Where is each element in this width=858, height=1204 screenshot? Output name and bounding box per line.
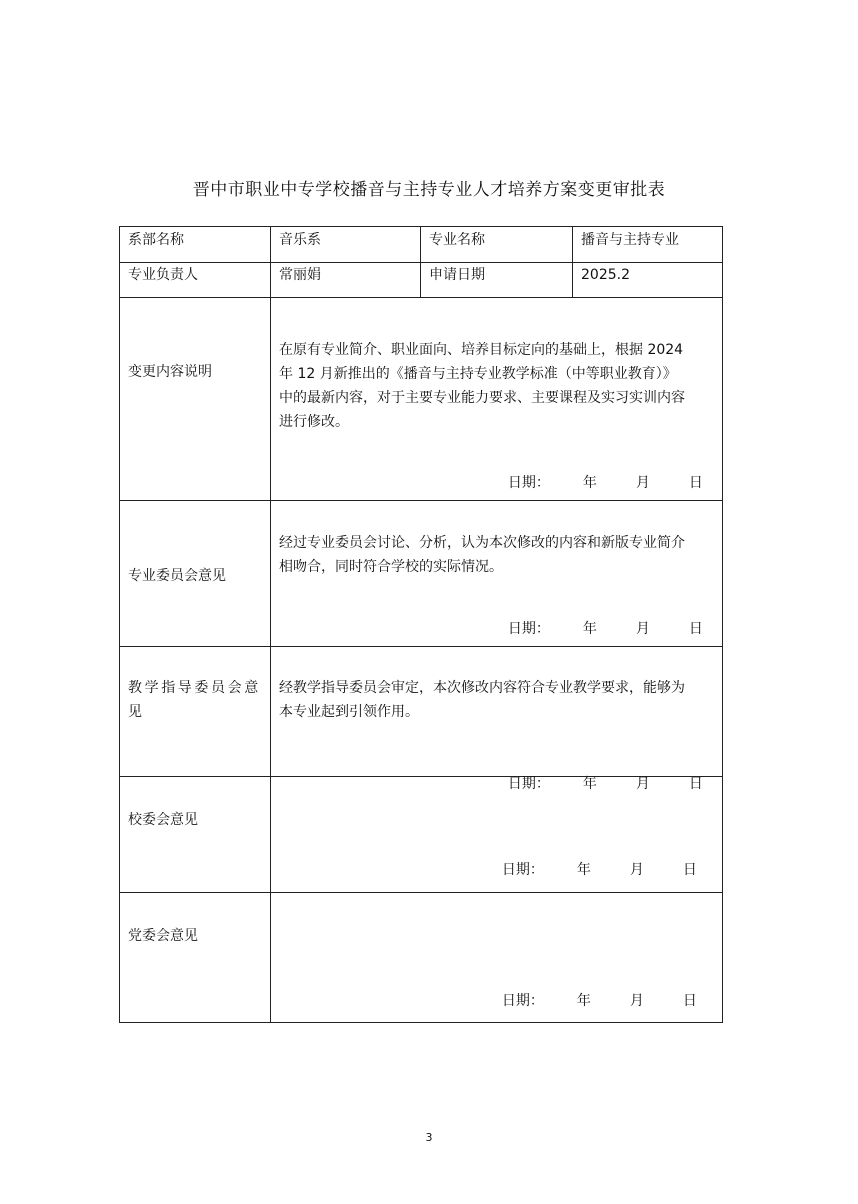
content-line: 进行修改。 <box>279 414 349 430</box>
month-label: 月 <box>635 475 650 491</box>
date-label: 日期： <box>507 475 550 491</box>
date-label: 日期： <box>507 621 550 637</box>
table-divider <box>119 892 723 893</box>
content-line: 在原有专业简介、职业面向、培养目标定向的基础上，根据 2024 <box>279 342 684 358</box>
section-label: 党委会意见 <box>128 928 198 944</box>
dept-label: 系部名称 <box>128 232 184 248</box>
table-border-bottom <box>119 1022 723 1023</box>
content-line: 经教学指导委员会审定，本次修改内容符合专业教学要求，能够为 <box>279 680 685 696</box>
table-divider <box>572 226 573 298</box>
table-divider <box>119 646 723 647</box>
apply-date-label: 申请日期 <box>429 267 485 283</box>
page-title: 晋中市职业中专学校播音与主持专业人才培养方案变更审批表 <box>192 180 666 200</box>
content-line: 相吻合，同时符合学校的实际情况。 <box>279 559 503 575</box>
date-row <box>493 843 697 879</box>
dept-value: 音乐系 <box>279 232 321 248</box>
content-line: 经过专业委员会讨论、分析，认为本次修改的内容和新版专业简介 <box>279 535 685 551</box>
day-label: 日 <box>688 475 703 491</box>
year-label: 年 <box>582 475 597 491</box>
table-divider <box>119 500 723 501</box>
month-label: 月 <box>635 621 650 637</box>
section-label: 专业委员会意见 <box>128 568 226 584</box>
lead-value: 常丽娟 <box>279 267 321 283</box>
section-label: 校委会意见 <box>128 812 198 828</box>
year-label: 年 <box>582 621 597 637</box>
table-divider <box>119 262 723 263</box>
day-label: 日 <box>682 862 697 878</box>
content-line: 本专业起到引领作用。 <box>279 704 419 720</box>
day-label: 日 <box>688 621 703 637</box>
date-label: 日期： <box>501 993 544 1009</box>
major-value: 播音与主持专业 <box>581 232 679 248</box>
month-label: 月 <box>629 862 644 878</box>
major-label: 专业名称 <box>429 232 485 248</box>
apply-date-value: 2025.2 <box>581 267 630 283</box>
year-label: 年 <box>576 862 591 878</box>
table-divider <box>420 226 421 298</box>
date-row <box>499 602 703 638</box>
date-row <box>499 757 703 793</box>
date-row <box>499 456 703 492</box>
table-divider <box>119 297 723 298</box>
section-label-line: 见 <box>128 704 142 720</box>
date-label: 日期： <box>507 776 550 792</box>
month-label: 月 <box>635 776 650 792</box>
lead-label: 专业负责人 <box>128 267 198 283</box>
year-label: 年 <box>582 776 597 792</box>
table-border-top <box>119 226 723 227</box>
month-label: 月 <box>629 993 644 1009</box>
section-label-line: 教学指导委员会意 <box>128 680 261 696</box>
content-line: 中的最新内容，对于主要专业能力要求、主要课程及实习实训内容 <box>279 390 685 406</box>
table-border-right <box>722 226 723 1023</box>
section-label: 变更内容说明 <box>128 364 212 380</box>
page-number: 3 <box>425 1131 433 1144</box>
date-label: 日期： <box>501 862 544 878</box>
day-label: 日 <box>682 993 697 1009</box>
content-line: 年 12 月新推出的《播音与主持专业教学标准（中等职业教育）》 <box>279 366 677 382</box>
table-border-left <box>119 226 120 1023</box>
date-row <box>493 974 697 1010</box>
year-label: 年 <box>576 993 591 1009</box>
table-divider <box>270 226 271 1023</box>
day-label: 日 <box>688 776 703 792</box>
